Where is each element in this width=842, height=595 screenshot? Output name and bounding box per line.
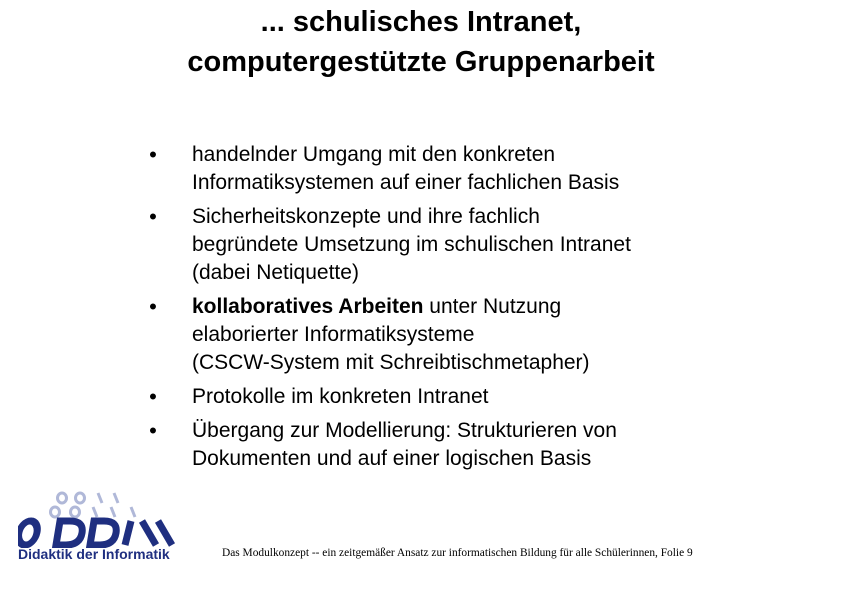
bullet-2-line-3: (dabei Netiquette) [192,261,359,284]
bullet-3-line-2: elaborierter Informatiksysteme [192,323,475,346]
bullet-dot: • [149,384,157,409]
bullet-dot: • [149,142,157,167]
bullet-item-2 [146,203,786,287]
bullet-dot: • [149,294,157,319]
bullet-2-line-1: Sicherheitskonzepte und ihre fachlich [192,205,540,228]
bullet-item-5 [146,417,786,473]
bullet-2-line-2: begründete Umsetzung im schulischen Intranet [192,233,631,256]
bullet-5-line-2: Dokumenten und auf einer logischen Basis [192,447,592,470]
slide-footer: Das Modulkonzept -- ein zeitgemäßer Ansatz zur informatischen Bildung für alle Schülerinnen, Folie 9 [222,547,693,559]
logo-binary-digits [51,493,136,517]
bullet-1-line-1: handelnder Umgang mit den konkreten [192,143,556,166]
ddi-logo [18,490,188,570]
bullet-list [146,141,786,479]
slide-title [0,2,842,82]
bullet-4-line-1: Protokolle im konkreten Intranet [192,385,489,408]
bullet-3-line-3: (CSCW-System mit Schreibtischmetapher) [192,351,590,374]
bullet-item-4 [146,383,786,411]
bullet-dot: • [149,418,157,443]
logo-letters [18,521,172,545]
bullet-dot: • [149,204,157,229]
title-line-1: ... schulisches Intranet, [260,6,582,38]
bullet-3-bold-text: kollaboratives Arbeiten [192,295,424,318]
ddi-logo-graphic [18,490,188,548]
bullet-5-line-1: Übergang zur Modellierung: Strukturieren von [192,419,617,442]
bullet-3-rest-text: unter Nutzung [423,295,562,318]
bullet-item-3 [146,293,786,377]
bullet-3-line-1 [192,293,786,321]
bullet-1-line-2: Informatiksystemen auf einer fachlichen Basis [192,171,620,194]
bullet-item-1 [146,141,786,197]
title-line-2: computergestützte Gruppenarbeit [187,46,655,78]
logo-label: Didaktik der Informatik [18,546,170,562]
